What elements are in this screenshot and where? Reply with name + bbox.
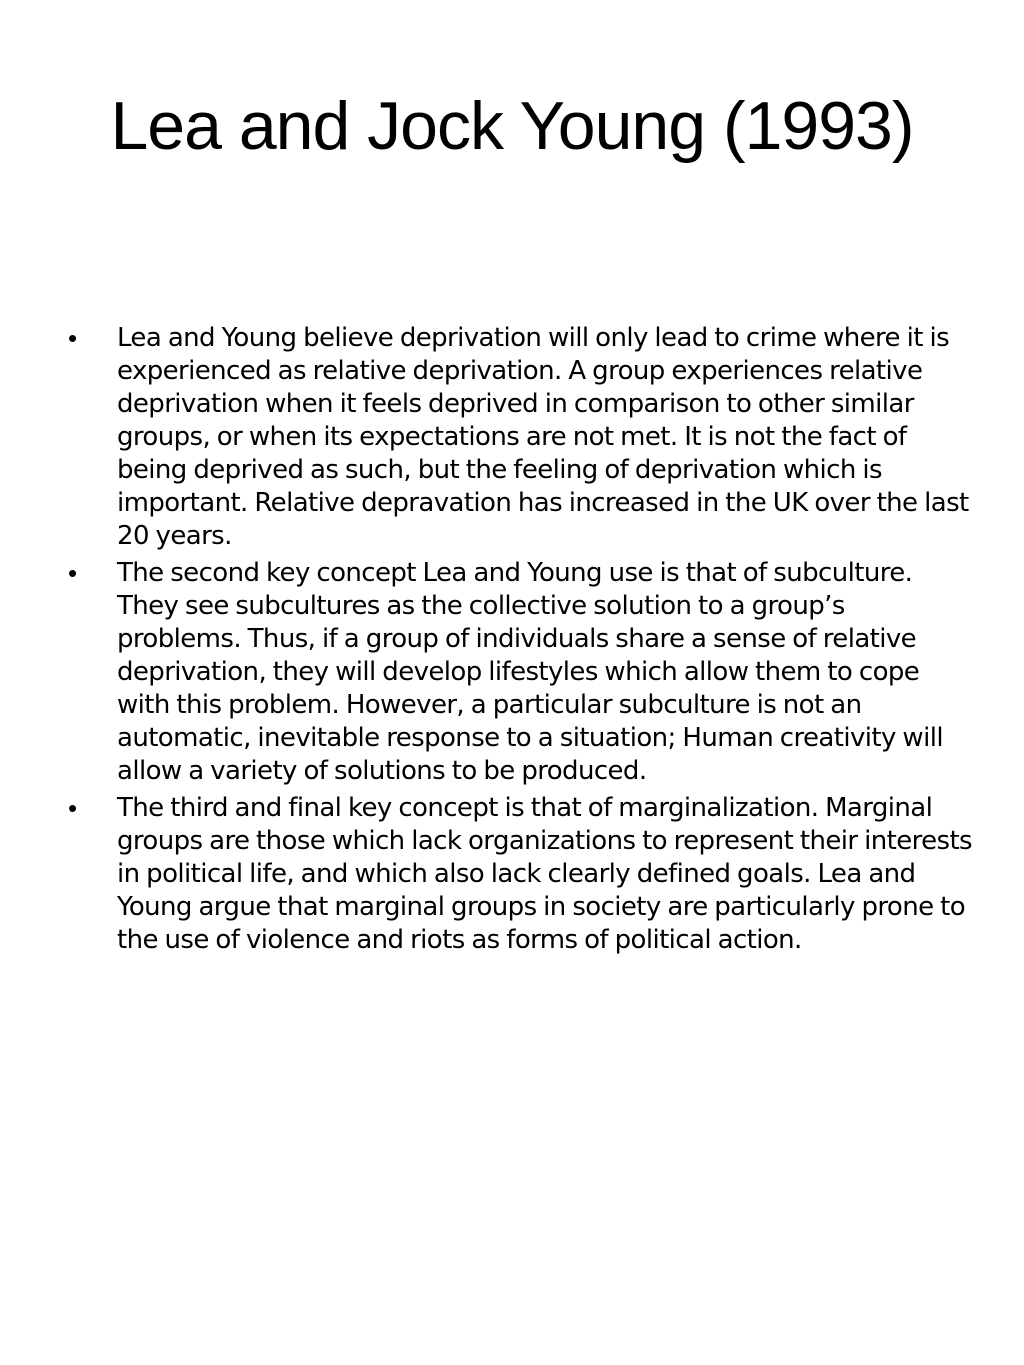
- bullet-dot-icon: •: [68, 793, 77, 823]
- bullet-text: Lea and Young believe deprivation will only lead to crime where it is experienced as relative deprivation. A group experiences relative deprivation when it feels deprived in comparison to other similar groups, or when its expectations are not met. It is not the fact of being deprived as such, but the feeling of deprivation which is important. Relative depravation has increased in the UK over the last 20 years.: [117, 323, 969, 551]
- bullet-item-relative-deprivation: [60, 322, 975, 553]
- bullet-list: [60, 322, 975, 961]
- bullet-item-subculture: [60, 557, 975, 788]
- bullet-item-marginalization: [60, 792, 975, 957]
- bullet-dot-icon: •: [68, 558, 77, 588]
- bullet-text: The second key concept Lea and Young use is that of subculture. They see subcultures as the collective solution to a group’s problems. Thus, if a group of individuals share a sense of relative deprivation, they will develop lifestyles which allow them to cope with this problem. However, a particular subculture is not an automatic, inevitable response to a situation; Human creativity will allow a variety of solutions to be produced.: [117, 558, 943, 786]
- slide-title: Lea and Jock Young (1993): [110, 88, 914, 164]
- bullet-dot-icon: •: [68, 323, 77, 353]
- bullet-text: The third and final key concept is that of marginalization. Marginal groups are those which lack organizations to represent their interests in political life, and which also lack clearly defined goals. Lea and Young argue that marginal groups in society are particularly prone to the use of violence and riots as forms of political action.: [117, 793, 972, 955]
